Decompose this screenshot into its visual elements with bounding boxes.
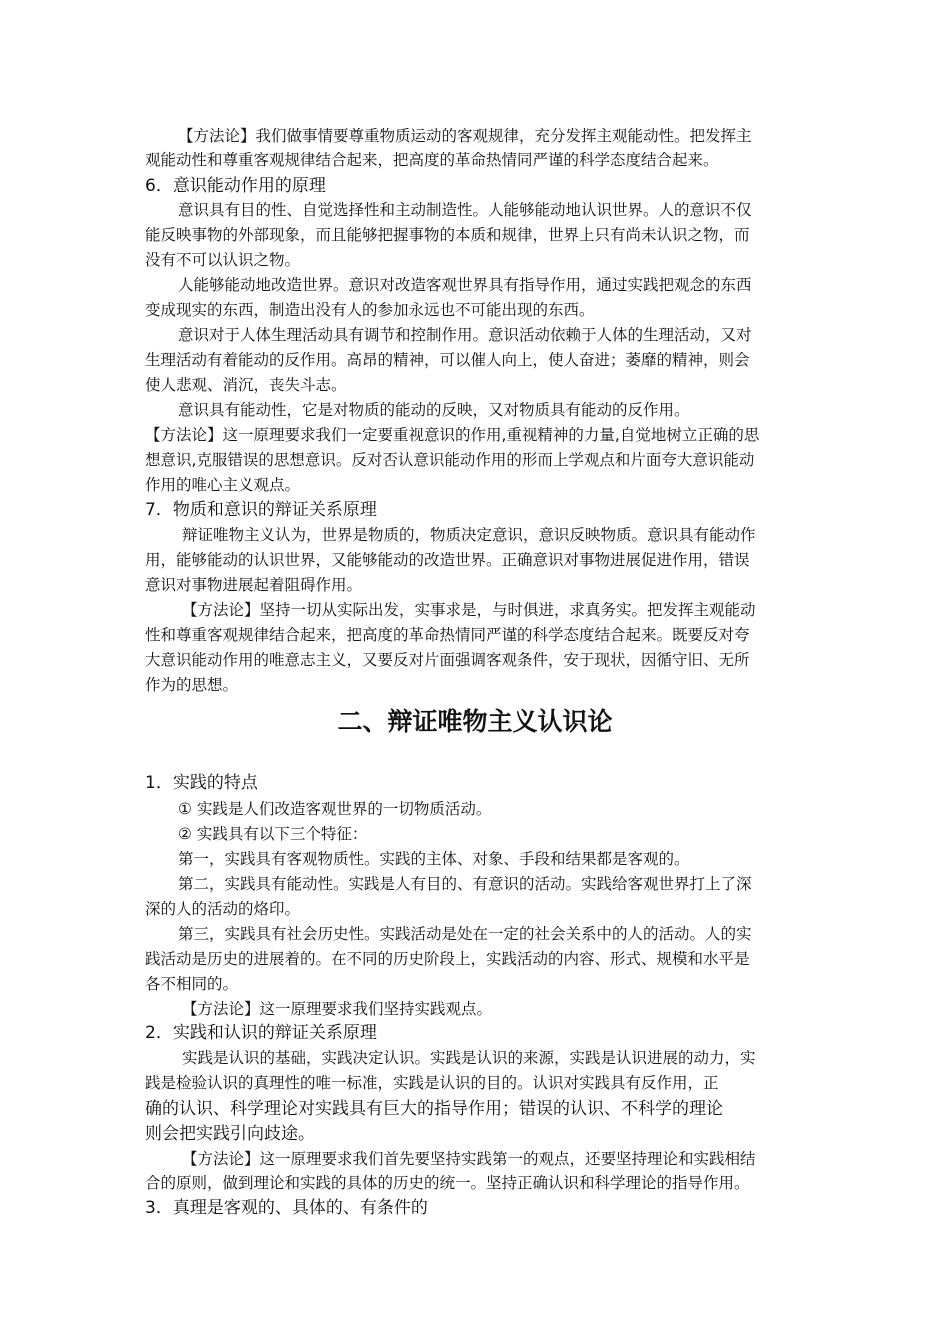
paragraph-line: 第二，实践具有能动性。实践是人有目的、有意识的活动。实践给客观世界打上了深	[178, 875, 752, 893]
paragraph-line: 能反映事物的外部现象，而且能够把握事物的本质和规律，世界上只有尚未认识之物，而	[145, 226, 750, 244]
paragraph-line: 意识具有目的性、自觉选择性和主动制造性。人能够能动地认识世界。人的意识不仅	[178, 201, 752, 219]
paragraph-line: 辩证唯物主义认为，世界是物质的，物质决定意识，意识反映物质。意识具有能动作	[182, 526, 756, 544]
paragraph-line: 人能够能动地改造世界。意识对改造客观世界具有指导作用，通过实践把观念的东西	[178, 276, 752, 294]
section-heading: 2．实践和认识的辩证关系原理	[145, 1023, 377, 1043]
paragraph-line: 观能动性和尊重客观规律结合起来，把高度的革命热情同严谨的科学态度结合起来。	[145, 151, 719, 169]
paragraph-line: 【方法论】这一原理要求我们坚持实践观点。	[182, 1000, 493, 1018]
paragraph-line: 没有不可以认识之物。	[145, 251, 301, 269]
section-heading: 7．物质和意识的辩证关系原理	[145, 500, 377, 520]
paragraph-line: 【方法论】这一原理要求我们首先要坚持实践第一的观点，还要坚持理论和实践相结	[182, 1150, 756, 1168]
paragraph-line: 性和尊重客观规律结合起来，把高度的革命热情同严谨的科学态度结合起来。既要反对夸	[145, 626, 750, 644]
paragraph-line: 生理活动有着能动的反作用。高昂的精神，可以催人向上，使人奋进；萎靡的精神，则会	[145, 351, 750, 369]
paragraph-line: 实践是认识的基础，实践决定认识。实践是认识的来源，实践是认识进展的动力，实	[182, 1049, 756, 1067]
paragraph-line: 各不相同的。	[145, 975, 239, 993]
paragraph-line: 意识对于人体生理活动具有调节和控制作用。意识活动依赖于人体的生理活动，又对	[178, 326, 752, 344]
section-heading: 3．真理是客观的、具体的、有条件的	[145, 1198, 428, 1218]
paragraph-line: 意识具有能动性，它是对物质的能动的反映，又对物质具有能动的反作用。	[178, 401, 690, 419]
paragraph-line: 用，能够能动的认识世界，又能够能动的改造世界。正确意识对事物进展促进作用，错误	[145, 551, 750, 569]
section-title: 二、辩证唯物主义认识论	[337, 707, 613, 736]
paragraph-line: 【方法论】这一原理要求我们一定要重视意识的作用,重视精神的力量,自觉地树立正确的思	[145, 426, 760, 444]
list-item: ② 实践具有以下三个特征：	[178, 825, 368, 843]
paragraph-line: 变成现实的东西，制造出没有人的参加永远也不可能出现的东西。	[145, 301, 595, 319]
section-heading: 1．实践的特点	[145, 773, 258, 793]
paragraph-line: 第一，实践具有客观物质性。实践的主体、对象、手段和结果都是客观的。	[178, 850, 690, 868]
paragraph-line: 【方法论】我们做事情要尊重物质运动的客观规律，充分发挥主观能动性。把发挥主	[178, 127, 752, 145]
paragraph-line: 作用的唯心主义观点。	[145, 476, 301, 494]
paragraph-line: 【方法论】坚持一切从实际出发，实事求是，与时俱进，求真务实。把发挥主观能动	[182, 601, 756, 619]
paragraph-line: 大意识能动作用的唯意志主义，又要反对片面强调客观条件，安于现状，因循守旧、无所	[145, 651, 750, 669]
paragraph-line: 践是检验认识的真理性的唯一标准，实践是认识的目的。认识对实践具有反作用，正	[145, 1074, 719, 1092]
paragraph-line: 第三，实践具有社会历史性。实践活动是处在一定的社会关系中的人的活动。人的实	[178, 925, 752, 943]
section-heading: 6．意识能动作用的原理	[145, 176, 326, 196]
paragraph-line: 作为的思想。	[145, 676, 239, 694]
paragraph-line: 使人悲观、消沉，丧失斗志。	[145, 376, 347, 394]
paragraph-line: 深的人的活动的烙印。	[145, 900, 301, 918]
paragraph-line: 合的原则，做到理论和实践的具体的历史的统一。坚持正确认识和科学理论的指导作用。	[145, 1174, 750, 1192]
paragraph-line: 确的认识、科学理论对实践具有巨大的指导作用；错误的认识、不科学的理论	[145, 1099, 723, 1119]
paragraph-line: 意识对事物进展起着阻碍作用。	[145, 576, 363, 594]
list-item: ① 实践是人们改造客观世界的一切物质活动。	[178, 800, 492, 818]
paragraph-line: 则会把实践引向歧途。	[145, 1124, 315, 1144]
paragraph-line: 想意识,克服错误的思想意识。反对否认意识能动作用的形而上学观点和片面夸大意识能动	[145, 451, 755, 469]
paragraph-line: 践活动是历史的进展着的。在不同的历史阶段上，实践活动的内容、形式、规模和水平是	[145, 950, 750, 968]
